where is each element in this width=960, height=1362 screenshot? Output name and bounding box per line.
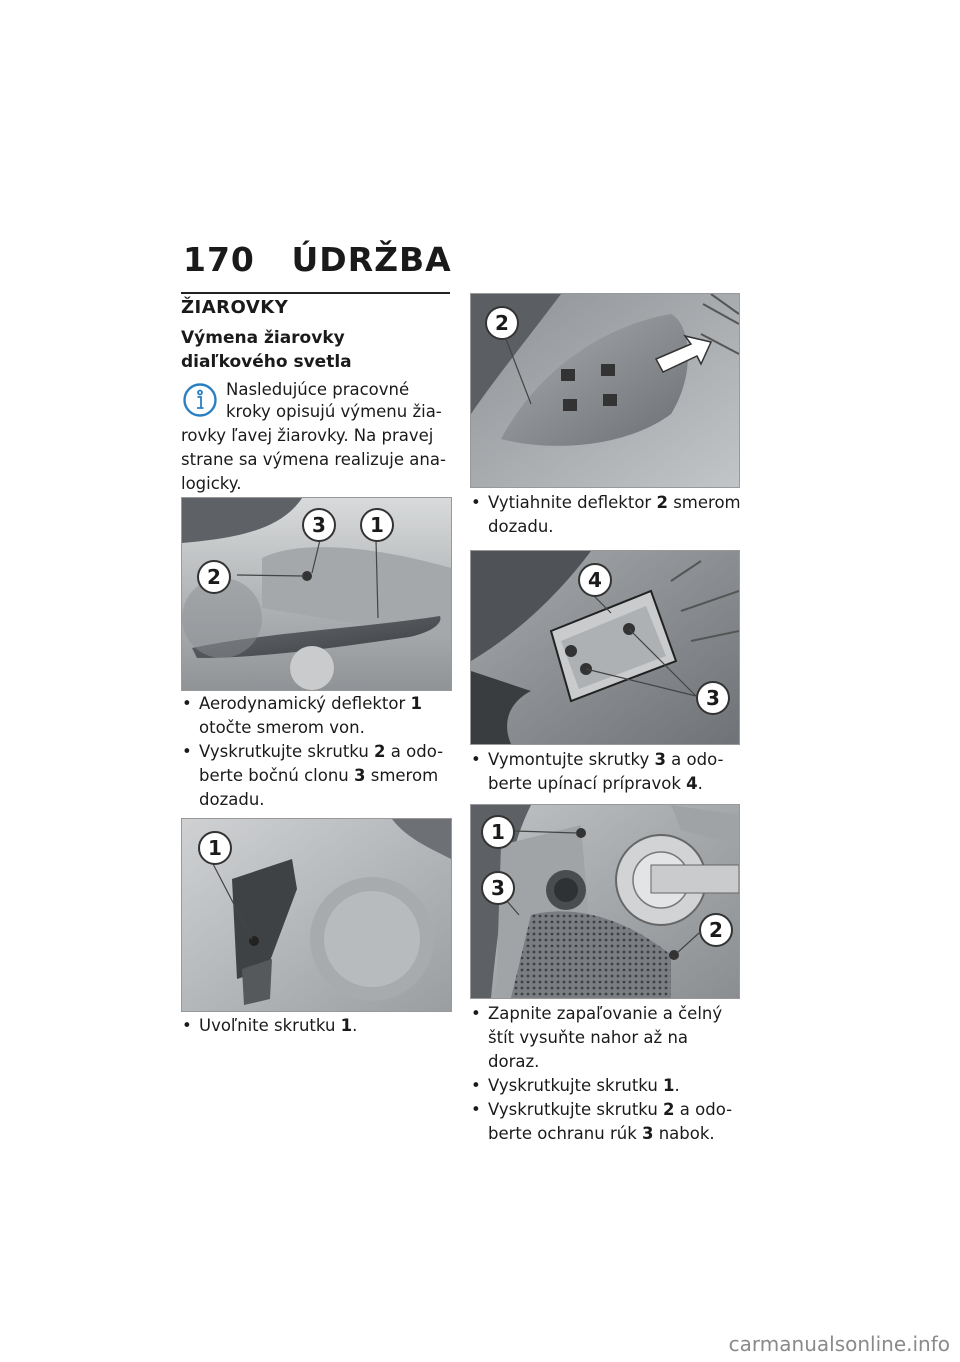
note-text-rest: rovky ľavej žiarovky. Na pravej strane sa výmena realizuje ana-logicky. <box>181 426 446 493</box>
step-item: • Vyskrutkujte skrutku 2 a odo-berte bočnú clonu 3 smerom dozadu. <box>181 740 453 812</box>
callout-2: 2 <box>485 306 519 340</box>
callout-1: 1 <box>481 815 515 849</box>
steps-list-a <box>181 692 453 812</box>
callout-2: 2 <box>197 560 231 594</box>
watermark-link[interactable]: carmanualsonline.info <box>728 1332 950 1356</box>
section-title: ŽIAROVKY <box>181 297 289 318</box>
step-item: • Uvoľnite skrutku 1. <box>181 1014 453 1038</box>
callout-1: 1 <box>360 508 394 542</box>
info-note <box>181 378 451 496</box>
step-item: • Aerodynamický deflektor 1 otočte smerom von. <box>181 692 453 740</box>
callout-1: 1 <box>198 831 232 865</box>
step-item: • Vymontujte skrutky 3 a odo-berte upínací prípravok 4. <box>470 748 742 796</box>
figure-bracket <box>470 550 740 745</box>
callout-2: 2 <box>699 913 733 947</box>
figure-screw-1 <box>181 818 452 1012</box>
step-item: • Vyskrutkujte skrutku 2 a odo-berte ochranu rúk 3 nabok. <box>470 1098 742 1146</box>
callout-3: 3 <box>302 508 336 542</box>
callout-4: 4 <box>578 563 612 597</box>
page-number: 170 <box>183 240 255 279</box>
figure-deflector-1 <box>181 497 452 691</box>
steps-list-c <box>470 491 742 539</box>
steps-list-b <box>181 1014 453 1038</box>
step-item: • Vytiahnite deflektor 2 smerom dozadu. <box>470 491 742 539</box>
steps-list-d <box>470 748 742 796</box>
step-item: • Vyskrutkujte skrutku 1. <box>470 1074 742 1098</box>
note-text-first: Nasledujúce pracovné <box>226 380 410 399</box>
step-item: • Zapnite zapaľovanie a čelný štít vysuňte nahor až na doraz. <box>470 1002 742 1074</box>
chapter-title: ÚDRŽBA <box>291 240 452 279</box>
callout-3: 3 <box>481 871 515 905</box>
subsection-title: Výmena žiarovky diaľkového svetla <box>181 328 352 372</box>
note-text-second: kroky opisujú výmenu žia- <box>226 402 442 421</box>
section-divider <box>181 292 450 294</box>
figure-windshield <box>470 804 740 999</box>
callout-3: 3 <box>696 681 730 715</box>
figure-deflector-2 <box>470 293 740 488</box>
page-header <box>183 240 452 279</box>
steps-list-e <box>470 1002 742 1146</box>
